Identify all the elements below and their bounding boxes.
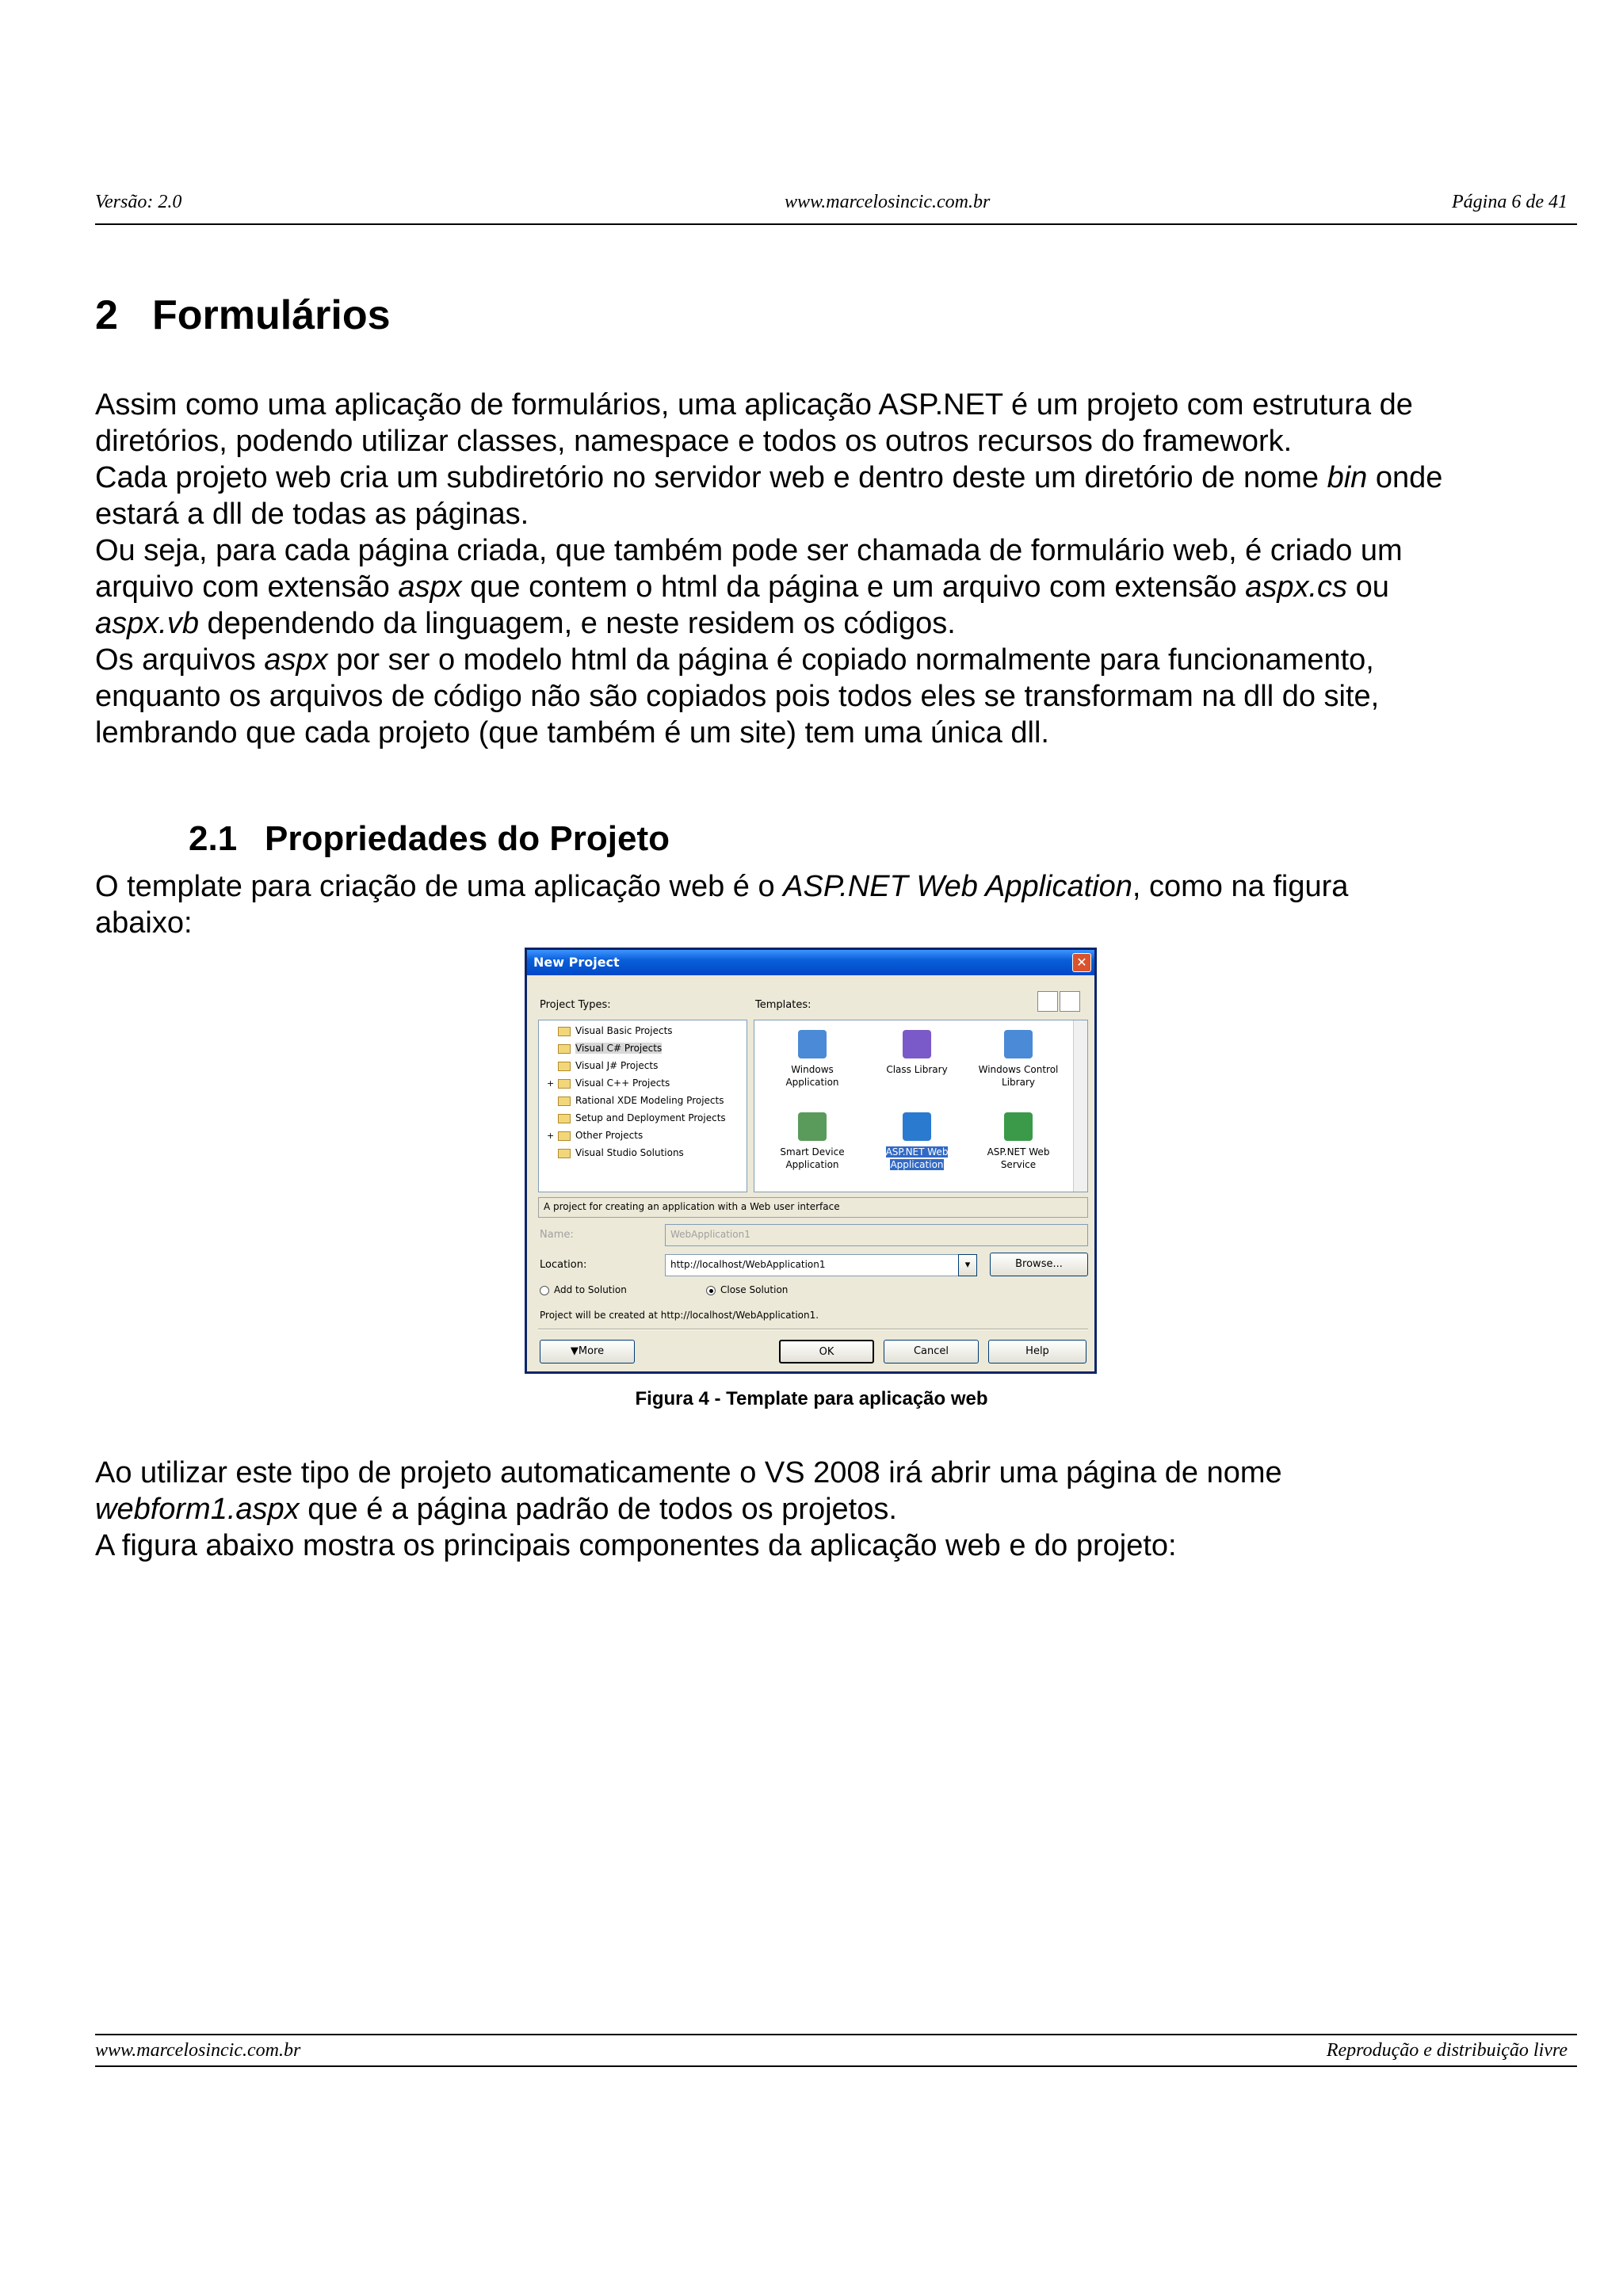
project-type-item[interactable] bbox=[547, 1095, 724, 1112]
header-site-link[interactable]: www.marcelosincic.com.br bbox=[785, 192, 991, 212]
name-field[interactable]: WebApplication1 bbox=[665, 1224, 1088, 1246]
section-title: Formulários bbox=[152, 292, 391, 338]
created-at-text: Project will be created at http://localhost/WebApplication1. bbox=[540, 1310, 819, 1321]
close-solution-label: Close Solution bbox=[720, 1284, 789, 1295]
project-type-label: Rational XDE Modeling Projects bbox=[575, 1095, 724, 1106]
project-type-item[interactable] bbox=[547, 1025, 673, 1043]
template-icon bbox=[903, 1112, 931, 1141]
template-label: Windows Application bbox=[785, 1064, 839, 1088]
template-item[interactable] bbox=[769, 1030, 856, 1089]
new-project-dialog bbox=[525, 948, 1097, 1374]
text-run: ou bbox=[1347, 570, 1389, 604]
text-run: dependendo da linguagem, e neste residem os códigos. bbox=[198, 607, 956, 640]
italic-term: webform1.aspx bbox=[95, 1493, 300, 1526]
template-label: ASP.NET Web Service bbox=[987, 1146, 1050, 1170]
text-line bbox=[95, 532, 1561, 569]
separator bbox=[538, 1329, 1088, 1330]
add-to-solution-label: Add to Solution bbox=[554, 1284, 627, 1295]
templates-label: Templates: bbox=[755, 999, 812, 1011]
project-types-label: Project Types: bbox=[540, 999, 611, 1011]
folder-icon bbox=[558, 1097, 571, 1106]
text-line bbox=[95, 1491, 1561, 1527]
text-run: , como na figura bbox=[1132, 870, 1349, 903]
dialog-title: New Project bbox=[533, 955, 620, 970]
templates-scrollbar[interactable] bbox=[1073, 1020, 1087, 1192]
text-run: A figura abaixo mostra os principais componentes da aplicação web e do projeto: bbox=[95, 1529, 1177, 1562]
small-icons-view-icon[interactable] bbox=[1060, 991, 1080, 1012]
template-label: Windows Control Library bbox=[978, 1064, 1059, 1088]
project-type-item[interactable] bbox=[547, 1060, 658, 1077]
text-run: que contem o html da página e um arquivo com extensão bbox=[461, 570, 1246, 604]
text-run: O template para criação de uma aplicação web é o bbox=[95, 870, 784, 903]
project-type-label: Visual C# Projects bbox=[575, 1043, 663, 1054]
folder-icon bbox=[558, 1114, 571, 1123]
cancel-button[interactable]: Cancel bbox=[884, 1340, 979, 1363]
text-line bbox=[95, 423, 1561, 460]
folder-icon bbox=[558, 1062, 571, 1071]
text-line bbox=[95, 905, 1561, 941]
text-run: que é a página padrão de todos os projetos. bbox=[299, 1493, 897, 1526]
template-description: A project for creating an application with a Web user interface bbox=[538, 1197, 1088, 1218]
project-type-label: Visual Studio Solutions bbox=[575, 1147, 684, 1158]
template-icon bbox=[798, 1112, 827, 1141]
text-run: Os arquivos bbox=[95, 643, 265, 677]
expand-icon[interactable]: + bbox=[547, 1078, 555, 1089]
text-run: Cada projeto web cria um subdiretório no servidor web e dentro deste um diretório de nome bbox=[95, 461, 1327, 494]
after-figure-paragraph bbox=[95, 1455, 1561, 1564]
italic-term: aspx bbox=[264, 643, 328, 677]
project-type-item[interactable] bbox=[547, 1130, 643, 1147]
radio-selected-icon bbox=[706, 1286, 716, 1295]
close-solution-radio[interactable] bbox=[706, 1284, 788, 1295]
text-run: enquanto os arquivos de código não são copiados pois todos eles se transformam na dll do site, bbox=[95, 680, 1380, 713]
help-button[interactable]: Help bbox=[988, 1340, 1086, 1363]
version-label: Versão: 2.0 bbox=[95, 192, 182, 212]
template-item[interactable] bbox=[873, 1030, 960, 1076]
text-line bbox=[95, 642, 1561, 678]
text-line bbox=[95, 569, 1561, 605]
text-line bbox=[95, 387, 1561, 423]
text-line bbox=[95, 496, 1561, 532]
project-type-item[interactable] bbox=[547, 1077, 670, 1095]
subsection-title: Propriedades do Projeto bbox=[265, 819, 670, 858]
location-field[interactable]: http://localhost/WebApplication1 bbox=[665, 1254, 976, 1276]
project-type-label: Visual C++ Projects bbox=[575, 1077, 670, 1089]
template-label: Class Library bbox=[886, 1064, 948, 1075]
project-type-label: Visual Basic Projects bbox=[575, 1025, 673, 1036]
text-line bbox=[95, 715, 1561, 751]
folder-icon bbox=[558, 1131, 571, 1141]
text-run: Assim como uma aplicação de formulários, uma aplicação ASP.NET é um projeto com estrutura de bbox=[95, 388, 1413, 421]
template-label: Smart Device Application bbox=[780, 1146, 845, 1170]
templates-list[interactable] bbox=[754, 1020, 1088, 1192]
project-type-label: Visual J# Projects bbox=[575, 1060, 659, 1071]
text-run: Ao utilizar este tipo de projeto automaticamente o VS 2008 irá abrir uma página de nome bbox=[95, 1456, 1282, 1489]
project-type-item[interactable] bbox=[547, 1112, 726, 1130]
view-toggle bbox=[1036, 991, 1083, 1013]
template-item[interactable] bbox=[873, 1112, 960, 1171]
footer-rights: Reprodução e distribuição livre bbox=[1326, 2040, 1568, 2061]
folder-icon bbox=[558, 1027, 571, 1036]
italic-term: aspx.vb bbox=[95, 607, 199, 640]
italic-term: bin bbox=[1327, 461, 1368, 494]
subsection-heading bbox=[189, 819, 670, 859]
figure-caption: Figura 4 - Template para aplicação web bbox=[635, 1388, 988, 1409]
text-run: onde bbox=[1367, 461, 1443, 494]
text-line bbox=[95, 1527, 1561, 1564]
template-icon bbox=[1004, 1030, 1033, 1058]
text-line bbox=[95, 678, 1561, 715]
intro-paragraph bbox=[95, 387, 1561, 751]
text-line bbox=[95, 605, 1561, 642]
template-icon bbox=[903, 1030, 931, 1058]
section-number: 2 bbox=[95, 292, 118, 338]
folder-icon bbox=[558, 1044, 571, 1054]
folder-icon bbox=[558, 1149, 571, 1158]
italic-term: ASP.NET Web Application bbox=[783, 870, 1132, 903]
subsection-number: 2.1 bbox=[189, 819, 238, 858]
template-item[interactable] bbox=[975, 1112, 1062, 1171]
text-run: abaixo: bbox=[95, 906, 193, 940]
project-types-list[interactable] bbox=[538, 1020, 747, 1192]
template-icon bbox=[1004, 1112, 1033, 1141]
text-line bbox=[95, 460, 1561, 496]
text-run: arquivo com extensão bbox=[95, 570, 399, 604]
template-item[interactable] bbox=[975, 1030, 1062, 1089]
chevron-down-icon[interactable]: ▾ bbox=[958, 1254, 977, 1276]
text-run: por ser o modelo html da página é copiado normalmente para funcionamento, bbox=[327, 643, 1374, 677]
location-label: Location: bbox=[540, 1259, 587, 1271]
italic-term: aspx bbox=[398, 570, 462, 604]
text-line bbox=[95, 868, 1561, 905]
dialog-title-bar bbox=[527, 950, 1094, 975]
folder-icon bbox=[558, 1079, 571, 1089]
expand-icon[interactable]: + bbox=[547, 1131, 555, 1141]
section-heading bbox=[95, 292, 391, 339]
ok-button[interactable]: OK bbox=[779, 1340, 874, 1363]
template-item[interactable] bbox=[769, 1112, 856, 1171]
page-footer bbox=[95, 2034, 1577, 2067]
text-run: estará a dll de todas as páginas. bbox=[95, 498, 529, 531]
project-type-item[interactable] bbox=[547, 1043, 662, 1060]
text-run: diretórios, podendo utilizar classes, namespace e todos os outros recursos do framework. bbox=[95, 425, 1293, 458]
italic-term: aspx.cs bbox=[1245, 570, 1348, 604]
text-line bbox=[95, 1455, 1561, 1491]
add-to-solution-radio[interactable] bbox=[540, 1284, 627, 1295]
project-type-label: Setup and Deployment Projects bbox=[575, 1112, 726, 1123]
radio-icon bbox=[540, 1286, 549, 1295]
footer-site-link[interactable]: www.marcelosincic.com.br bbox=[95, 2040, 301, 2061]
project-type-label: Other Projects bbox=[575, 1130, 643, 1141]
text-run: lembrando que cada projeto (que também é um site) tem uma única dll. bbox=[95, 716, 1049, 749]
large-icons-view-icon[interactable] bbox=[1037, 991, 1058, 1012]
project-type-item[interactable] bbox=[547, 1147, 684, 1165]
more-button[interactable]: ▼More bbox=[540, 1340, 635, 1363]
subsection-paragraph bbox=[95, 868, 1561, 941]
browse-button[interactable]: Browse... bbox=[990, 1253, 1088, 1276]
page-header bbox=[95, 190, 1577, 225]
text-run: Ou seja, para cada página criada, que também pode ser chamada de formulário web, é criado um bbox=[95, 534, 1403, 567]
page-number: Página 6 de 41 bbox=[1452, 192, 1568, 212]
template-label: ASP.NET Web Application bbox=[885, 1146, 949, 1170]
name-label: Name: bbox=[540, 1229, 574, 1241]
close-icon[interactable]: ✕ bbox=[1072, 953, 1091, 972]
template-icon bbox=[798, 1030, 827, 1058]
